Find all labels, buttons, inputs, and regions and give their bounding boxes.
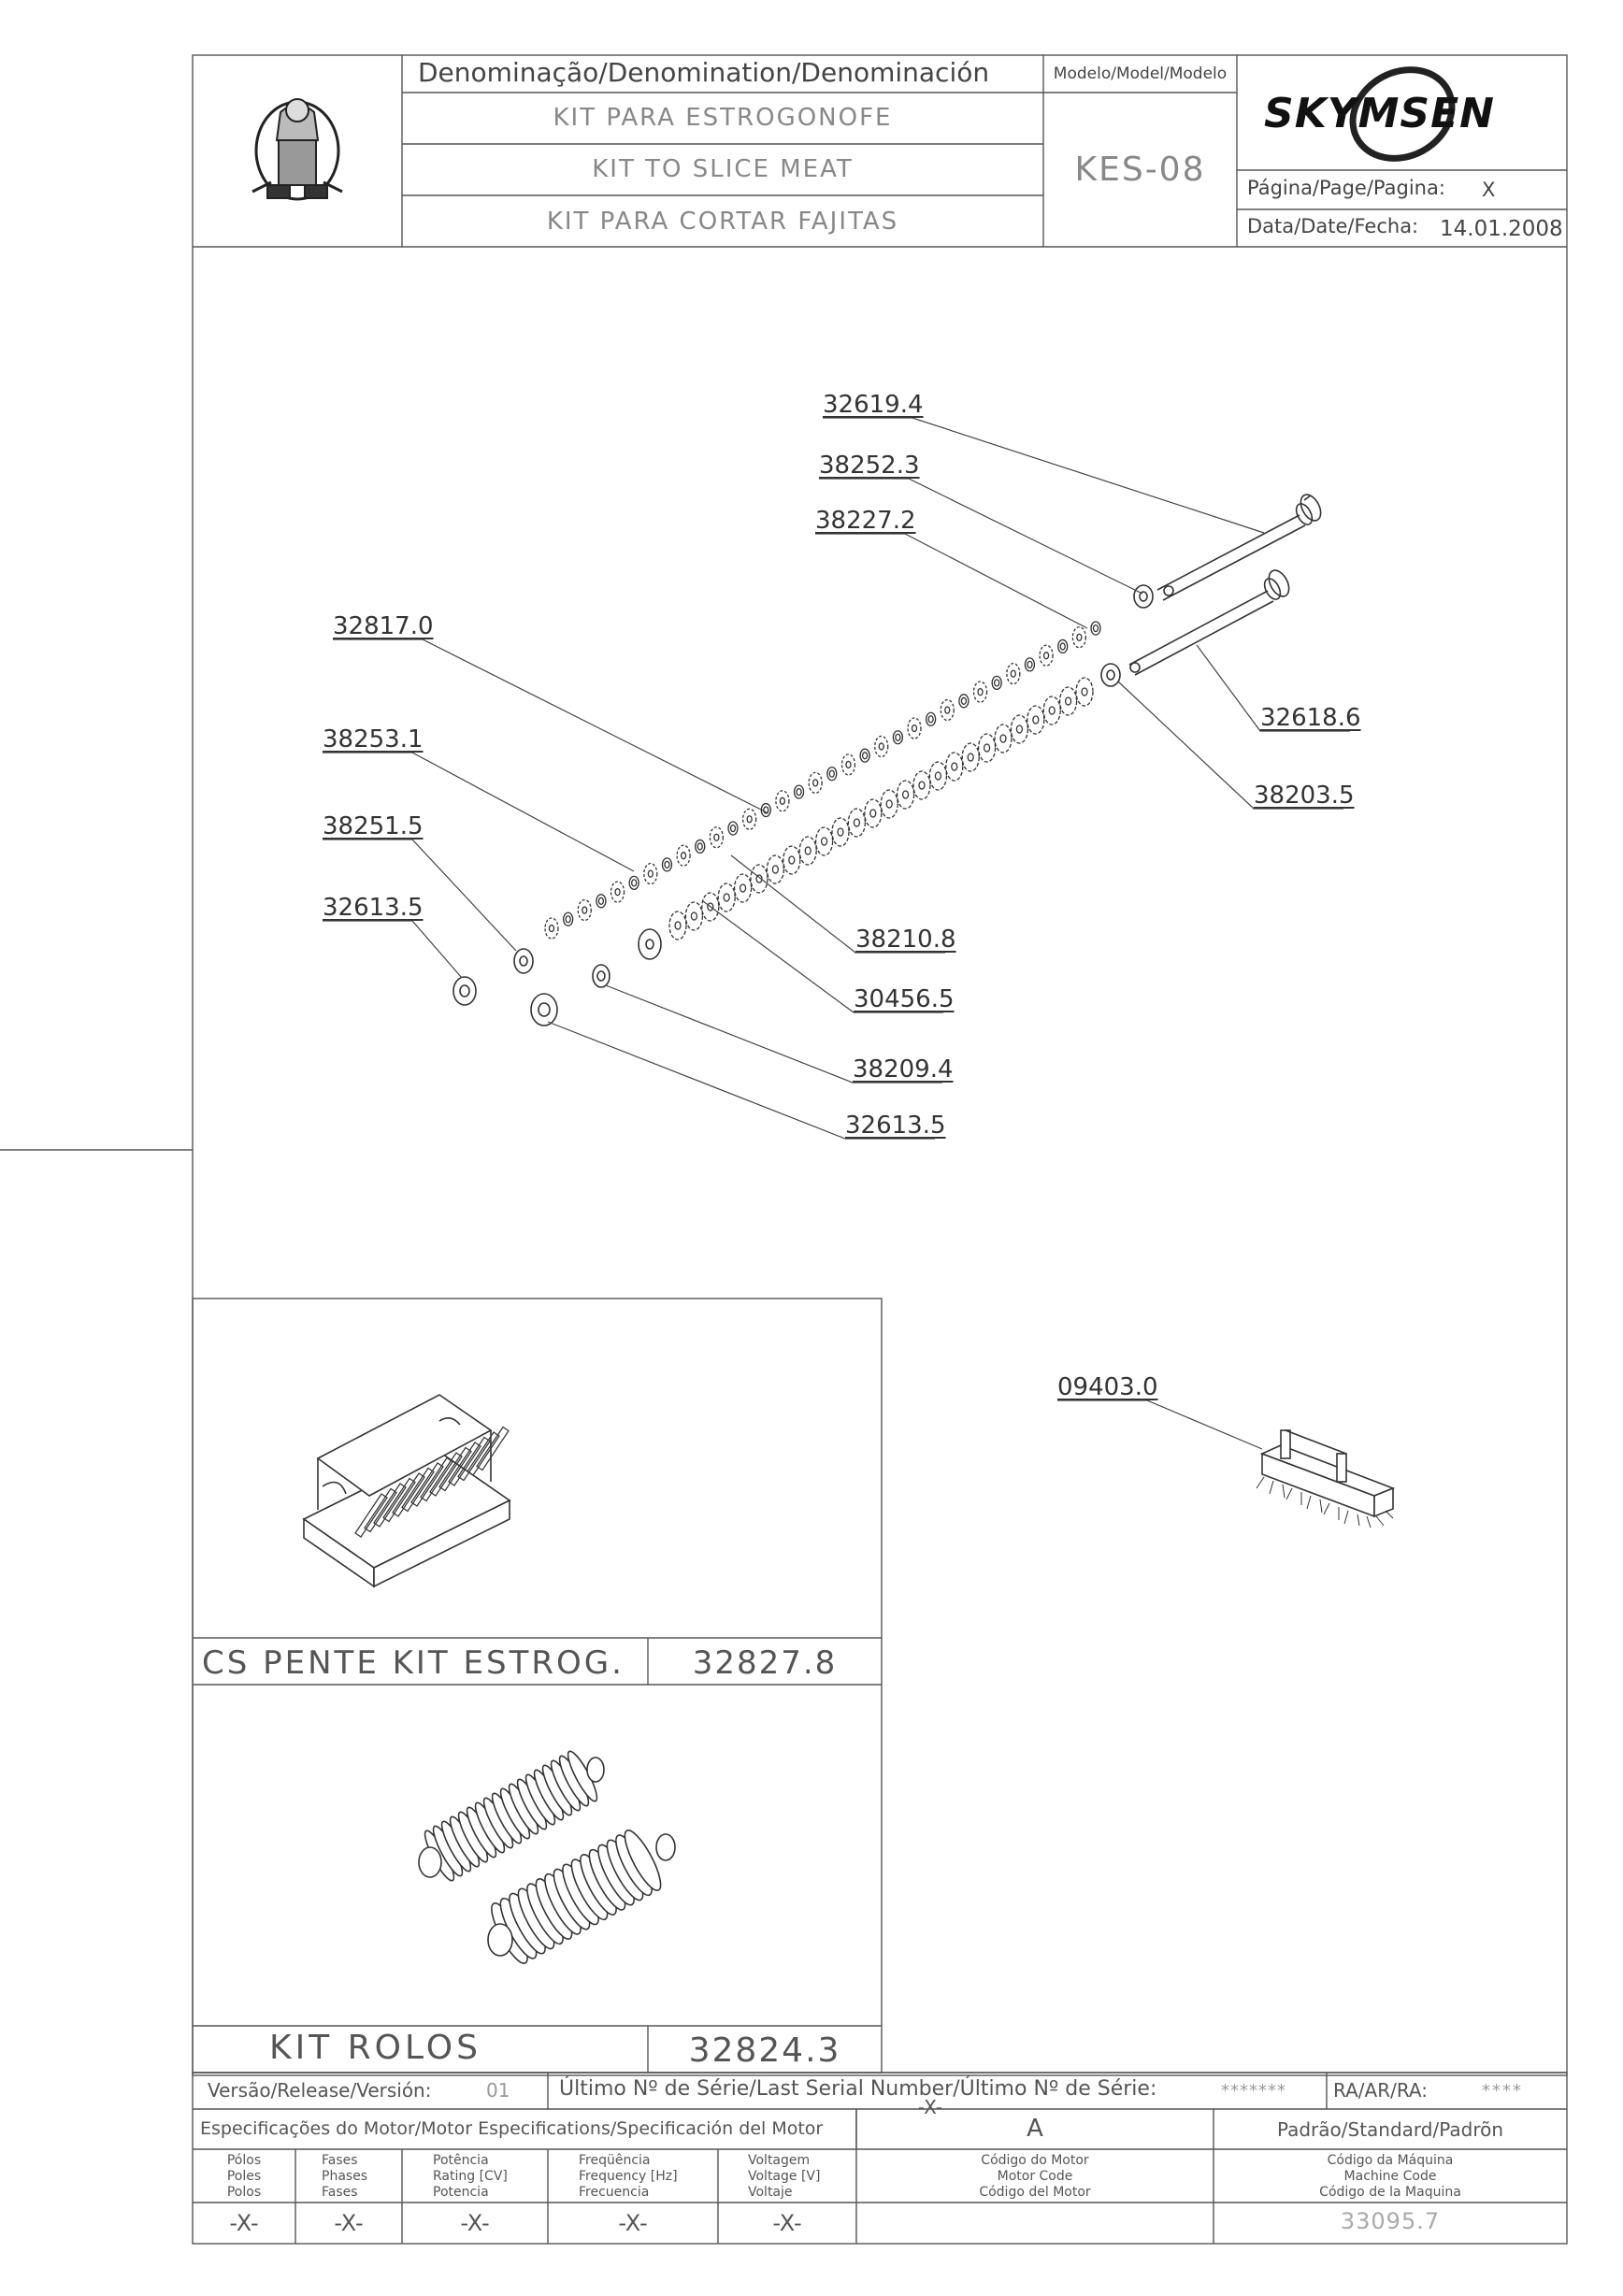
- col-motor-code-header: [856, 2153, 1214, 2201]
- kit-name-es: KIT PARA CORTAR FAJITAS: [546, 208, 899, 236]
- lower-disc-hole: [854, 819, 859, 826]
- lower-disc-hole: [1033, 716, 1039, 724]
- upper-blade-hole: [714, 834, 719, 840]
- callout-09403-0: 09403.0: [1057, 1373, 1158, 1401]
- col-voltage-header: [748, 2153, 820, 2201]
- version-label: Versão/Release/Versión:: [208, 2079, 432, 2102]
- upper-blade-hole: [780, 797, 784, 804]
- col-freq-es: Frecuencia: [579, 2185, 650, 2200]
- val-freq: -X-: [618, 2210, 648, 2236]
- upper-blade-hole: [846, 761, 851, 768]
- roller-a-end-right: [587, 1758, 604, 1782]
- upper-blade-hole: [829, 770, 834, 777]
- kit-name-en: KIT TO SLICE MEAT: [592, 155, 854, 183]
- col-voltage-es: Voltaje: [748, 2185, 793, 2200]
- col-machine-code-pt: Código da Máquina: [1327, 2153, 1454, 2168]
- upper-blade-hole: [566, 916, 570, 923]
- standard-label: Padrão/Standard/Padrõn: [1276, 2118, 1504, 2141]
- col-power-header: [433, 2153, 508, 2201]
- date-value: 14.01.2008: [1440, 217, 1563, 241]
- callout-32613-5-bottom: 32613.5: [845, 1112, 946, 1140]
- col-motor-code-es: Código del Motor: [979, 2185, 1091, 2200]
- lower-disc-hole: [968, 753, 973, 761]
- cleaning-brush: [1257, 1430, 1393, 1528]
- col-poles-header: [193, 2153, 295, 2201]
- upper-blade-hole: [665, 861, 669, 868]
- upper-blade-hole: [615, 889, 620, 896]
- col-motor-code-en: Motor Code: [997, 2169, 1073, 2184]
- upper-blade-hole: [928, 716, 933, 723]
- upper-blade-hole: [912, 725, 917, 732]
- upper-blade-hole: [1060, 643, 1065, 650]
- callout-38203-5: 38203.5: [1254, 782, 1355, 810]
- model-value: KES-08: [1074, 151, 1206, 189]
- upper-blade-hole: [1094, 625, 1099, 632]
- upper-blade-hole: [632, 880, 637, 886]
- col-freq-pt: Freqüência: [579, 2153, 651, 2168]
- lower-disc-hole: [1049, 707, 1055, 714]
- callout-38251-5: 38251.5: [323, 812, 424, 840]
- callout-38209-4: 38209.4: [853, 1055, 954, 1083]
- lower-disc-hole: [740, 884, 746, 892]
- roller-b-end-right: [656, 1834, 675, 1860]
- brand-logo: SKYMSEN: [1264, 90, 1496, 137]
- upper-blade-hole: [978, 689, 983, 696]
- rollers-kit-name: KIT ROLOS: [269, 2029, 481, 2067]
- comb-assembly-drawing: [304, 1395, 510, 1586]
- lower-disc-hole: [822, 838, 827, 845]
- col-freq-en: Frequency [Hz]: [579, 2169, 678, 2184]
- roller-a-end: [419, 1847, 441, 1877]
- upper-blade-hole: [797, 789, 801, 796]
- lower-disc-hole: [772, 866, 778, 873]
- upper-blade-hole: [1011, 670, 1015, 677]
- blade-stack-upper: [545, 622, 1100, 939]
- rollers-kit-code: 32824.3: [688, 2031, 841, 2070]
- lower-disc-hole: [952, 763, 957, 770]
- comb-assembly-code: 32827.8: [692, 1644, 838, 1682]
- lower-disc-hole: [903, 791, 909, 798]
- val-phases: -X-: [334, 2210, 364, 2236]
- callout-38253-1: 38253.1: [323, 725, 424, 753]
- col-machine-code-header: [1214, 2153, 1567, 2201]
- lower-disc-hole: [1000, 735, 1006, 742]
- serial-label: Último Nº de Série/Last Serial Number/Último Nº de Série:: [559, 2077, 1157, 2101]
- lower-disc-hole: [1016, 725, 1022, 733]
- rollers-drawing: [419, 1748, 675, 1967]
- motor-spec-label: Especificações do Motor/Motor Especifications/Specificación del Motor: [200, 2118, 824, 2139]
- col-machine-code-es: Código de la Maquina: [1319, 2185, 1461, 2200]
- upper-blade-hole: [550, 926, 554, 932]
- val-power: -X-: [460, 2210, 490, 2236]
- lower-disc-hole: [838, 828, 843, 836]
- lower-disc-hole: [789, 856, 795, 864]
- val-voltage: -X-: [772, 2210, 802, 2236]
- col-motor-code-pt: Código do Motor: [981, 2153, 1089, 2168]
- shaft-upper: [1157, 492, 1325, 600]
- callout-32613-5-top: 32613.5: [323, 894, 424, 922]
- callout-30456-5: 30456.5: [854, 985, 955, 1013]
- callout-32817-0: 32817.0: [333, 612, 434, 640]
- upper-blade-hole: [648, 870, 653, 877]
- upper-blade-hole: [945, 707, 950, 713]
- lower-disc-hole: [886, 800, 892, 808]
- page-value: X: [1482, 179, 1496, 201]
- upper-blade-hole: [731, 825, 736, 832]
- upper-blade-hole: [863, 753, 868, 759]
- col-phases-en: Phases: [322, 2169, 368, 2184]
- callout-38210-8: 38210.8: [855, 926, 956, 954]
- lower-disc-hole: [724, 894, 729, 901]
- col-power-en: Rating [CV]: [433, 2169, 508, 2184]
- serial-dash: -X-: [917, 2096, 943, 2118]
- shaft-lower: [1129, 567, 1293, 675]
- lower-disc-hole: [1066, 697, 1071, 705]
- blade-stack-lower: [669, 678, 1093, 940]
- upper-blade-hole: [961, 697, 966, 704]
- upper-blade-hole: [1027, 661, 1032, 667]
- lower-disc-hole: [675, 922, 681, 929]
- kit-name-pt: KIT PARA ESTROGONOFE: [553, 104, 893, 132]
- lower-disc-hole: [1082, 688, 1087, 696]
- col-voltage-en: Voltage [V]: [748, 2169, 821, 2184]
- upper-blade-hole: [697, 843, 702, 850]
- col-phases-header: [322, 2153, 367, 2201]
- ra-value: ****: [1482, 2081, 1523, 2101]
- col-poles-pt: Pólos: [226, 2153, 262, 2168]
- callout-38252-3: 38252.3: [819, 452, 920, 480]
- upper-blade-hole: [598, 897, 603, 904]
- callout-32618-6: 32618.6: [1260, 704, 1361, 732]
- upper-blade-hole: [995, 680, 999, 686]
- upper-blade-hole: [896, 734, 900, 740]
- lower-disc-hole: [935, 772, 941, 780]
- col-poles-es: Polos: [226, 2185, 262, 2200]
- model-label: Modelo/Model/Modelo: [1053, 65, 1228, 83]
- ra-label: RA/AR/RA:: [1333, 2079, 1428, 2102]
- upper-blade-hole: [813, 780, 818, 786]
- upper-blade-hole: [1044, 653, 1049, 659]
- val-poles: -X-: [229, 2210, 259, 2236]
- col-machine-code-en: Machine Code: [1343, 2169, 1437, 2184]
- upper-blade-hole: [682, 853, 686, 859]
- col-poles-en: Poles: [226, 2169, 262, 2184]
- lower-disc-hole: [691, 912, 697, 920]
- callout-38227-2: 38227.2: [815, 507, 916, 535]
- version-value: 01: [486, 2079, 510, 2102]
- col-phases-es: Fases: [322, 2185, 358, 2200]
- col-phases-pt: Fases: [322, 2153, 358, 2168]
- machine-code-value: 33095.7: [1340, 2208, 1441, 2234]
- motor-code-value: A: [1027, 2115, 1043, 2143]
- col-power-pt: Potência: [433, 2153, 489, 2168]
- lower-disc-hole: [984, 744, 990, 752]
- comb-assembly-name: CS PENTE KIT ESTROG.: [202, 1644, 625, 1682]
- roller-b-end: [488, 1924, 512, 1956]
- denomination-label: Denominação/Denomination/Denominación: [418, 57, 990, 88]
- lower-disc-hole: [870, 810, 876, 817]
- date-label: Data/Date/Fecha:: [1247, 215, 1419, 237]
- col-voltage-pt: Voltagem: [748, 2153, 811, 2168]
- callout-32619-4: 32619.4: [823, 391, 924, 419]
- upper-blade-hole: [879, 743, 883, 750]
- upper-blade-hole: [747, 816, 752, 823]
- lower-disc-hole: [805, 847, 811, 854]
- upper-blade-hole: [582, 907, 587, 913]
- col-power-es: Potencia: [433, 2185, 489, 2200]
- col-freq-header: [579, 2153, 678, 2201]
- page-label: Página/Page/Pagina:: [1247, 177, 1445, 199]
- seal-logo: [252, 99, 342, 199]
- upper-blade-hole: [1077, 634, 1082, 640]
- lower-disc-hole: [919, 782, 925, 789]
- serial-value: *******: [1221, 2081, 1286, 2101]
